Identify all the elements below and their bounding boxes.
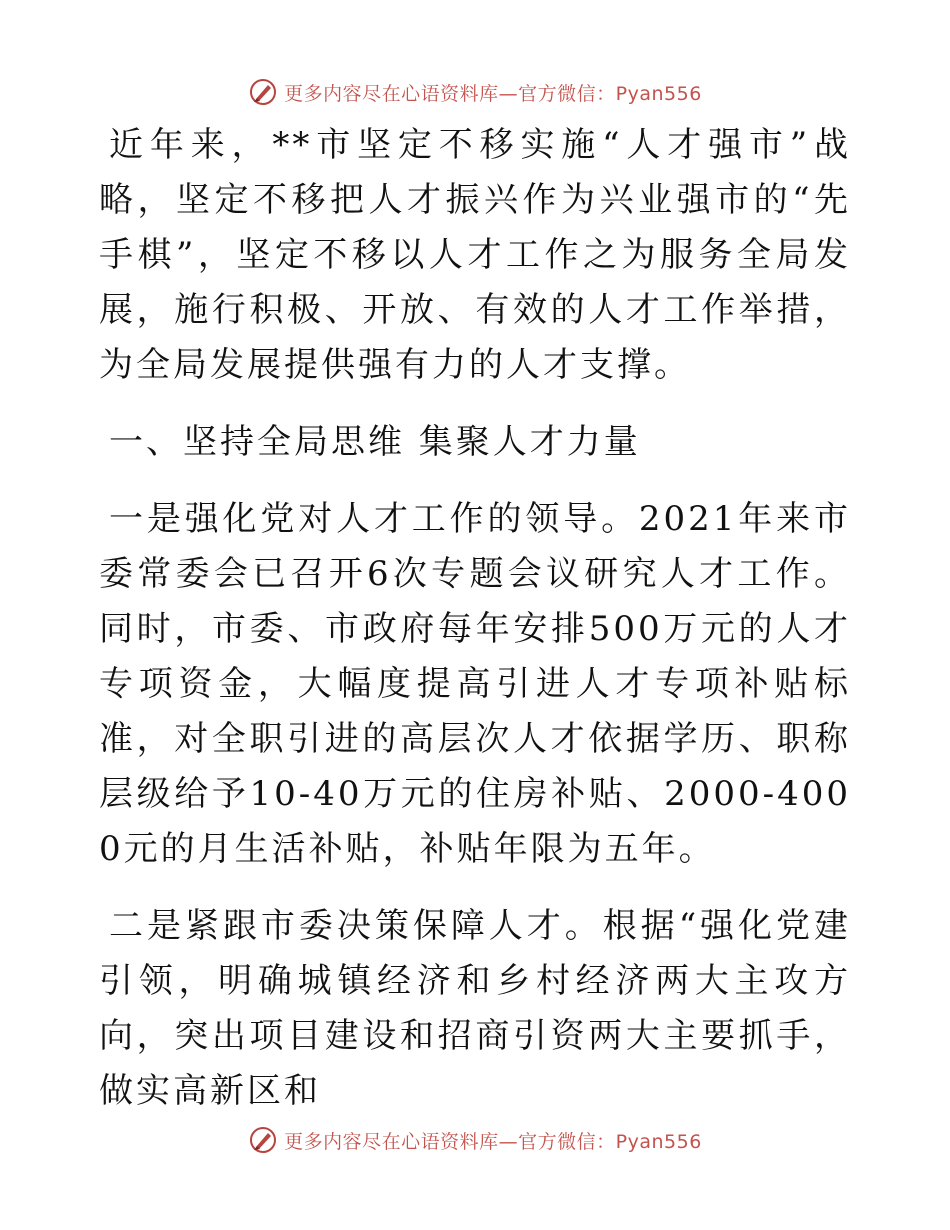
- paragraph-item-2: 二是紧跟市委决策保障人才。根据“强化党建引领，明确城镇经济和乡村经济两大主攻方向，突出项目建设和招商引资两大主要抓手，做实高新区和: [99, 906, 851, 1111]
- paragraph-item-1: 一是强化党对人才工作的领导。2021年来市委常委会已召开6次专题会议研究人才工作。同时，市委、市政府每年安排500万元的人才专项资金，大幅度提高引进人才专项补贴标准，对全职引进的高层次人才依据学历、职称层级给予10-40万元的住房补贴、2000-4000元的月生活补贴，补贴年限为五年。: [99, 499, 851, 869]
- pen-logo-icon: [248, 77, 278, 107]
- document-body: [99, 118, 851, 1141]
- watermark-banner-bottom: [0, 1120, 950, 1160]
- intro-paragraph: 近年来，**市坚定不移实施“人才强市”战略，坚定不移把人才振兴作为兴业强市的“先手棋”，坚定不移以人才工作之为服务全局发展，施行积极、开放、有效的人才工作举措，为全局发展提供强有力的人才支撑。: [99, 125, 851, 385]
- watermark-text: 更多内容尽在心语资料库—官方微信：Pyan556: [284, 1130, 702, 1153]
- watermark-banner-top: [0, 72, 950, 112]
- section-heading: 一、坚持全局思维 集聚人才力量: [109, 422, 641, 462]
- watermark-text: 更多内容尽在心语资料库—官方微信：Pyan556: [284, 82, 702, 105]
- pen-logo-icon: [248, 1125, 278, 1155]
